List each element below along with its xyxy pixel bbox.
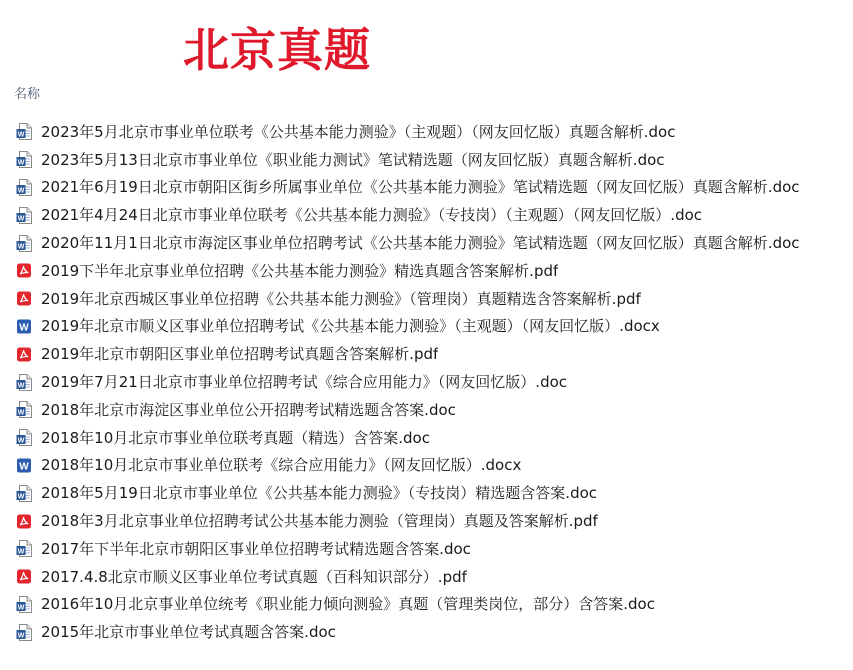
- file-row[interactable]: [16, 452, 846, 480]
- file-list: [16, 118, 846, 646]
- file-row[interactable]: [16, 591, 846, 619]
- pdf-icon: [16, 346, 32, 363]
- file-row[interactable]: [16, 340, 846, 368]
- pdf-icon: [16, 568, 32, 585]
- file-name: 2019年北京西城区事业单位招聘《公共基本能力测验》（管理岗）真题精选含答案解析.pdf: [41, 289, 641, 308]
- file-name: 2015年北京市事业单位考试真题含答案.doc: [41, 623, 336, 642]
- file-name: 2017年下半年北京市朝阳区事业单位招聘考试精选题含答案.doc: [41, 539, 471, 558]
- pdf-icon: [16, 290, 32, 307]
- svg-text:W: W: [17, 187, 25, 195]
- file-name: 2019年7月21日北京市事业单位招聘考试《综合应用能力》（网友回忆版）.doc: [41, 373, 568, 392]
- svg-text:W: W: [19, 322, 29, 334]
- file-row[interactable]: [16, 201, 846, 229]
- file-row[interactable]: [16, 507, 846, 535]
- word-doc-icon: [16, 374, 32, 391]
- column-header-name[interactable]: 名称: [14, 87, 41, 102]
- file-name: 2020年11月1日北京市海淀区事业单位招聘考试《公共基本能力测验》笔试精选题（网友回忆版）真题含解析.doc: [41, 234, 800, 253]
- file-row[interactable]: [16, 146, 846, 174]
- file-row[interactable]: [16, 229, 846, 257]
- file-name: 2016年10月北京事业单位统考《职业能力倾向测验》真题（管理类岗位，部分）含答案.doc: [41, 595, 655, 614]
- word-doc-icon: [16, 207, 32, 224]
- file-name: 2018年10月北京市事业单位联考真题（精选）含答案.doc: [41, 428, 430, 447]
- file-name: 2018年北京市海淀区事业单位公开招聘考试精选题含答案.doc: [41, 400, 456, 419]
- svg-text:W: W: [17, 632, 25, 640]
- svg-text:W: W: [17, 437, 25, 445]
- word-doc-icon: [16, 596, 32, 613]
- file-name: 2019下半年北京事业单位招聘《公共基本能力测验》精选真题含答案解析.pdf: [41, 261, 559, 280]
- file-row[interactable]: [16, 257, 846, 285]
- svg-text:W: W: [17, 604, 25, 612]
- file-name: 2017.4.8北京市顺义区事业单位考试真题（百科知识部分）.pdf: [41, 567, 467, 586]
- word-doc-icon: [16, 401, 32, 418]
- svg-text:W: W: [17, 242, 25, 250]
- file-row[interactable]: [16, 535, 846, 563]
- pdf-icon: [16, 262, 32, 279]
- word-doc-icon: [16, 624, 32, 641]
- file-name: 2018年10月北京市事业单位联考《综合应用能力》（网友回忆版）.docx: [41, 456, 522, 475]
- word-doc-icon: [16, 235, 32, 252]
- svg-text:W: W: [19, 461, 29, 473]
- word-doc-icon: [16, 123, 32, 140]
- file-row[interactable]: [16, 479, 846, 507]
- svg-text:W: W: [17, 409, 25, 417]
- word-doc-icon: [16, 485, 32, 502]
- file-row[interactable]: [16, 396, 846, 424]
- file-name: 2021年4月24日北京市事业单位联考《公共基本能力测验》（专技岗）（主观题）（网友回忆版）.doc: [41, 206, 703, 225]
- file-name: 2018年3月北京事业单位招聘考试公共基本能力测验（管理岗）真题及答案解析.pdf: [41, 512, 598, 531]
- file-row[interactable]: [16, 313, 846, 341]
- file-name: 2021年6月19日北京市朝阳区街乡所属事业单位《公共基本能力测验》笔试精选题（网友回忆版）真题含解析.doc: [41, 178, 800, 197]
- file-row[interactable]: [16, 285, 846, 313]
- file-row[interactable]: [16, 368, 846, 396]
- svg-text:W: W: [17, 215, 25, 223]
- word-docx-icon: [16, 318, 32, 335]
- word-doc-icon: [16, 540, 32, 557]
- file-row[interactable]: [16, 118, 846, 146]
- pdf-icon: [16, 513, 32, 530]
- file-name: 2018年5月19日北京市事业单位《公共基本能力测验》（专技岗）精选题含答案.doc: [41, 484, 598, 503]
- file-name: 2023年5月13日北京市事业单位《职业能力测试》笔试精选题（网友回忆版）真题含解析.doc: [41, 150, 665, 169]
- word-docx-icon: [16, 457, 32, 474]
- file-name: 2019年北京市顺义区事业单位招聘考试《公共基本能力测验》（主观题）（网友回忆版）.docx: [41, 317, 660, 336]
- svg-text:W: W: [17, 159, 25, 167]
- svg-text:W: W: [17, 548, 25, 556]
- file-name: 2019年北京市朝阳区事业单位招聘考试真题含答案解析.pdf: [41, 345, 439, 364]
- svg-text:W: W: [17, 493, 25, 501]
- svg-text:W: W: [17, 131, 25, 139]
- svg-text:W: W: [17, 381, 25, 389]
- file-row[interactable]: [16, 174, 846, 202]
- file-row[interactable]: [16, 618, 846, 646]
- word-doc-icon: [16, 179, 32, 196]
- banner-title: 北京真题: [183, 23, 371, 77]
- file-row[interactable]: [16, 424, 846, 452]
- file-name: 2023年5月北京市事业单位联考《公共基本能力测验》（主观题）（网友回忆版）真题含解析.doc: [41, 122, 676, 141]
- word-doc-icon: [16, 429, 32, 446]
- word-doc-icon: [16, 151, 32, 168]
- file-row[interactable]: [16, 563, 846, 591]
